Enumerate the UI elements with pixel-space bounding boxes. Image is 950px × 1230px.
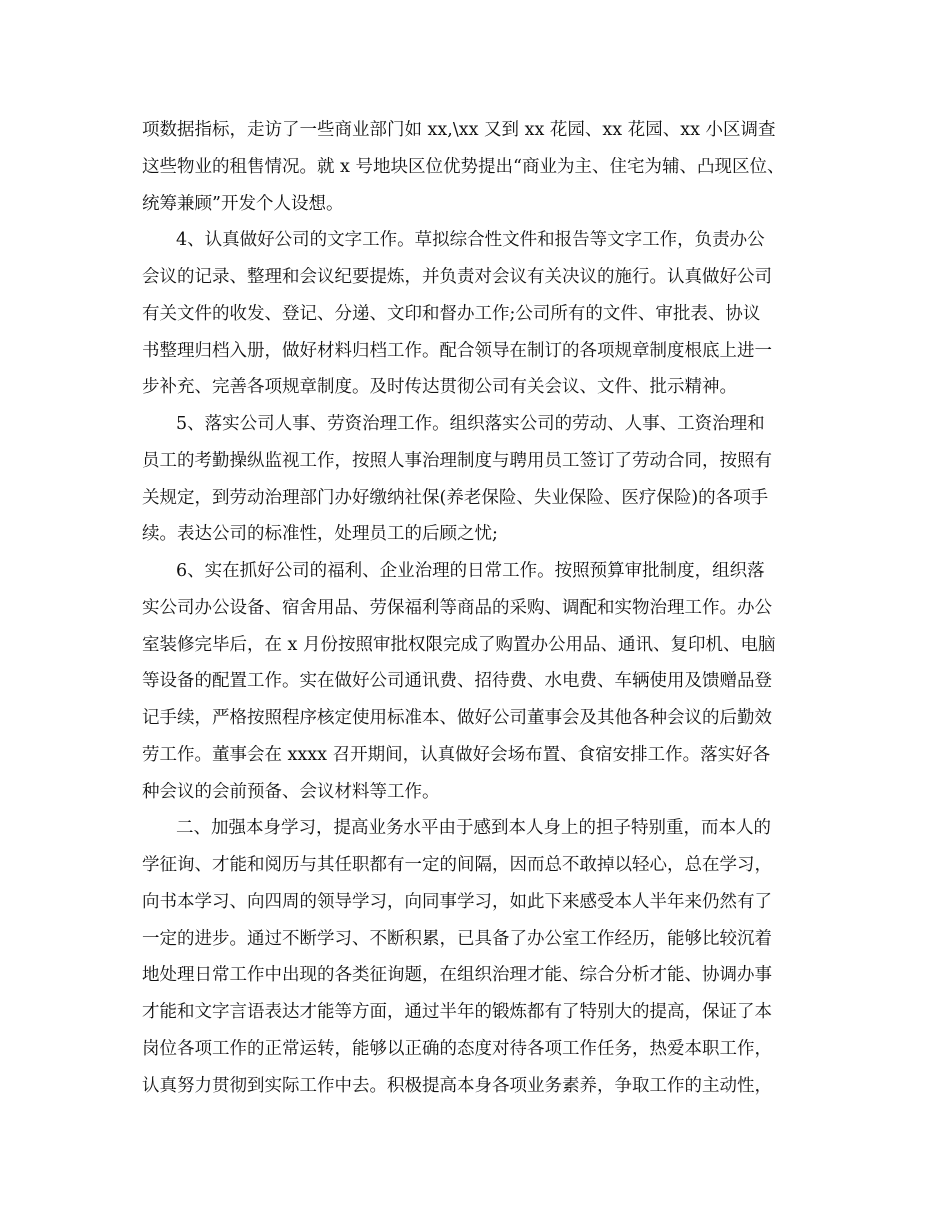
- text-line: 项数据指标，走访了一些商业部门如 xx,\xx 又到 xx 花园、xx 花园、xx 小区调查: [142, 120, 776, 140]
- text-line: 这些物业的租售情况。就 x 号地块区位优势提出“商业为主、住宅为辅、凸现区位、: [142, 156, 785, 177]
- text-line: 二、加强本身学习，提高业务水平由于感到本人身上的担子特别重，而本人的: [176, 818, 771, 839]
- text-line: 等设备的配置工作。实在做好公司通讯费、招待费、水电费、车辆使用及馈赠品登: [142, 671, 772, 692]
- text-line: 会议的记录、整理和会议纪要提炼，并负责对会议有关决议的施行。认真做好公司: [142, 267, 772, 287]
- text-line: 记手续，严格按照程序核定使用标准本、做好公司董事会及其他各种会议的后勤效: [142, 708, 772, 728]
- text-line: 认真努力贯彻到实际工作中去。积极提高本身各项业务素养，争取工作的主动性，: [142, 1075, 772, 1096]
- text-line: 员工的考勤操纵监视工作，按照人事治理制度与聘用员工签订了劳动合同，按照有: [142, 450, 772, 471]
- text-line: 地处理日常工作中出现的各类征询题，在组织治理才能、综合分析才能、协调办事: [142, 965, 772, 986]
- text-line: 一定的进步。通过不断学习、不断积累，已具备了办公室工作经历，能够比较沉着: [142, 928, 772, 949]
- text-line: 实公司办公设备、宿舍用品、劳保福利等商品的采购、调配和实物治理工作。办公: [142, 597, 772, 618]
- text-line: 种会议的会前预备、会议材料等工作。: [142, 781, 440, 802]
- text-line: 书整理归档入册，做好材料归档工作。配合领导在制订的各项规章制度根底上进一: [142, 340, 772, 361]
- text-line: 才能和文字言语表达才能等方面，通过半年的锻炼都有了特别大的提高，保证了本: [142, 1002, 772, 1022]
- text-line: 4、认真做好公司的文字工作。草拟综合性文件和报告等文字工作，负责办公: [176, 230, 765, 251]
- text-line: 统筹兼顾”开发个人设想。: [142, 193, 344, 214]
- document-body: [142, 112, 822, 1104]
- text-line: 劳工作。董事会在 xxxx 召开期间，认真做好会场布置、食宿安排工作。落实好各: [142, 744, 771, 765]
- text-line: 向书本学习、向四周的领导学习，向同事学习，如此下来感受本人半年来仍然有了: [142, 891, 772, 912]
- text-line: 5、落实公司人事、劳资治理工作。组织落实公司的劳动、人事、工资治理和: [176, 414, 765, 434]
- text-line: 步补充、完善各项规章制度。及时传达贯彻公司有关会议、文件、批示精神。: [142, 377, 737, 398]
- text-line: 岗位各项工作的正常运转，能够以正确的态度对待各项工作任务，热爱本职工作，: [142, 1038, 772, 1059]
- text-line: 6、实在抓好公司的福利、企业治理的日常工作。按照预算审批制度，组织落: [176, 561, 765, 581]
- text-line: 室装修完毕后，在 x 月份按照审批权限完成了购置办公用品、通讯、复印机、电脑: [142, 634, 776, 655]
- text-line: 关规定，到劳动治理部门办好缴纳社保(养老保险、失业保险、医疗保险)的各项手: [142, 487, 769, 508]
- text-line: 学征询、才能和阅历与其任职都有一定的间隔，因而总不敢掉以轻心，总在学习，: [142, 855, 772, 875]
- text-line: 续。表达公司的标准性，处理员工的后顾之忧;: [142, 524, 498, 545]
- text-line: 有关文件的收发、登记、分递、文印和督办工作;公司所有的文件、审批表、协议: [142, 303, 761, 324]
